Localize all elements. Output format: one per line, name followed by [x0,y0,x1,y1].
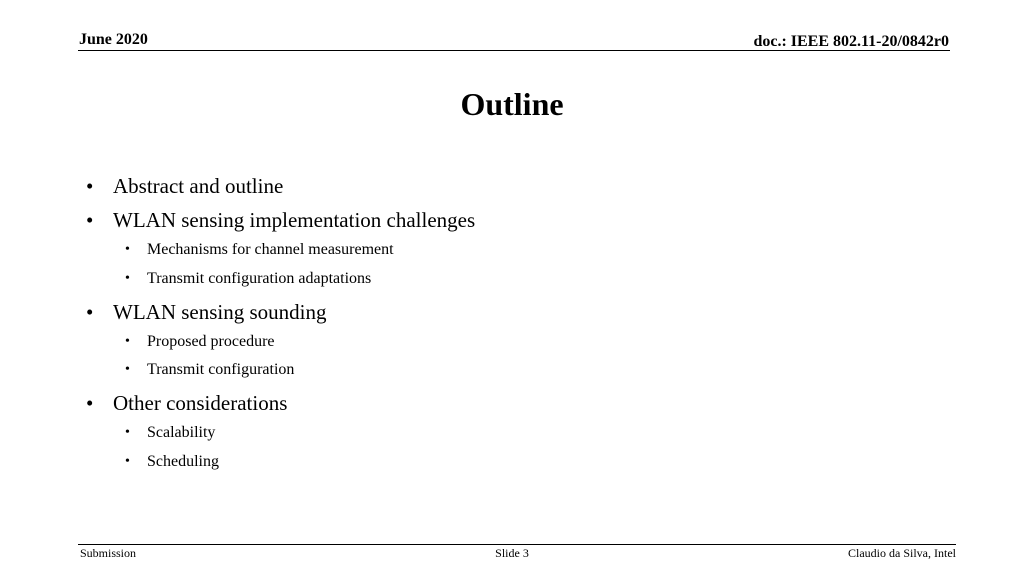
outline-item-label: WLAN sensing sounding [113,300,327,324]
header-date: June 2020 [79,31,148,48]
footer-submission: Submission [80,546,137,560]
outline-subitem-label: Transmit configuration [147,361,295,378]
outline-subitem-scheduling [125,452,219,472]
bullet-icon: • [86,391,94,415]
outline-subitem-label: Scheduling [147,453,219,470]
bullet-icon: • [125,242,130,257]
header-doc-id: doc.: IEEE 802.11-20/0842r0 [753,33,949,50]
header-divider [78,50,950,51]
outline-item-label: Other considerations [113,391,288,415]
outline-item-abstract [86,173,284,199]
bullet-icon: • [125,454,130,469]
bullet-icon: • [125,334,130,349]
slide-title: Outline [460,86,564,122]
outline-item-label: WLAN sensing implementation challenges [113,208,476,232]
outline-subitem-channel-measurement [125,240,394,260]
outline-subitem-transmit-configuration [125,360,295,380]
outline-subitem-proposed-procedure [125,332,275,352]
outline-item-other-considerations [86,390,288,416]
bullet-icon: • [86,208,94,232]
footer-divider [78,544,956,545]
footer-slide-number: Slide 3 [495,546,529,560]
bullet-icon: • [86,174,94,198]
outline-subitem-transmit-adaptations [125,269,372,289]
outline-item-implementation-challenges [86,207,476,233]
outline-subitem-scalability [125,423,216,443]
bullet-icon: • [125,425,130,440]
outline-item-label: Abstract and outline [113,174,284,198]
outline-subitem-label: Transmit configuration adaptations [147,270,372,287]
bullet-icon: • [125,271,130,286]
footer-author: Claudio da Silva, Intel [848,546,956,560]
outline-subitem-label: Mechanisms for channel measurement [147,241,394,258]
outline-item-sounding [86,299,327,325]
bullet-icon: • [125,362,130,377]
outline-subitem-label: Proposed procedure [147,333,275,350]
outline-subitem-label: Scalability [147,424,216,441]
bullet-icon: • [86,300,94,324]
